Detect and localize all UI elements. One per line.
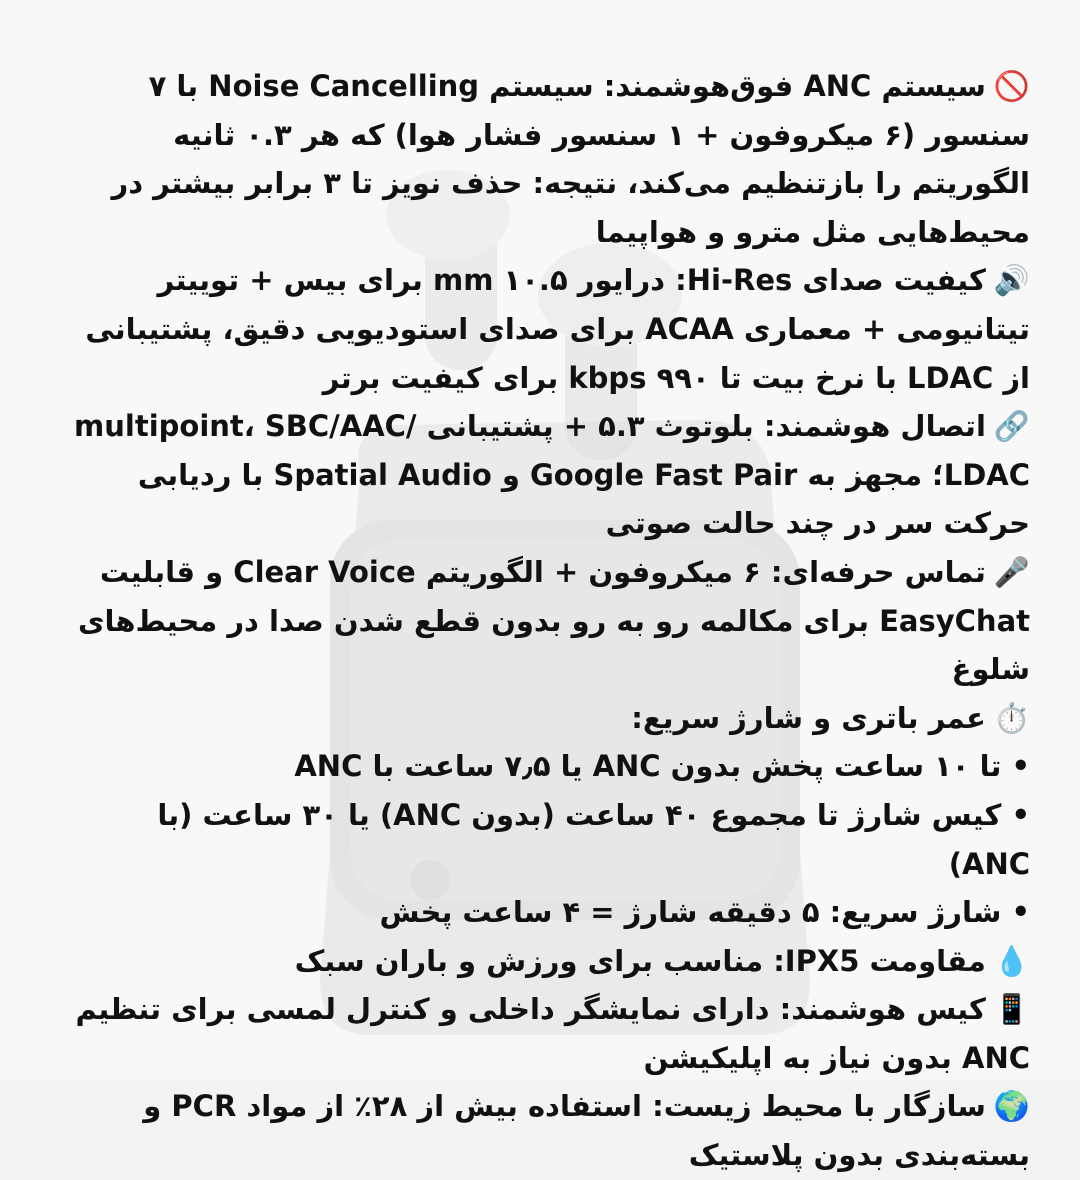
feature-title: کیفیت صدای Hi-Res: (675, 263, 986, 298)
feature-title: تماس حرفه‌ای: (770, 554, 986, 589)
feature-description: بلوتوث ۵.۳ + پشتیبانی multipoint، SBC/AAC/ LDAC؛ مجهز به Google Fast Pair و Spatial Audio با ردیابی حرکت سر در چند حالت صوتی (74, 409, 1030, 541)
feature-title: مقاومت IPX5: (773, 943, 986, 978)
stopwatch-icon: ⏱️ (993, 700, 1030, 735)
feature-item (70, 1082, 1030, 1179)
droplet-icon: 💧 (993, 943, 1030, 978)
feature-item (70, 985, 1030, 1082)
feature-list (70, 62, 1030, 1180)
feature-description: ۶ میکروفون + الگوریتم Clear Voice و قابلیت EasyChat برای مکالمه رو به رو بدون قطع شدن صدا در محیط‌های شلوغ (77, 554, 1030, 687)
feature-description: درایور ۱۰.۵ mm برای بیس + توییتر تیتانیومی + معماری ACAA برای صدای استودیویی دقیق، پشتیبانی از LDAC با نرخ بیت تا ۹۹۰ kbps برای کیفیت برتر (85, 263, 1030, 395)
prohibited-icon: 🚫 (993, 69, 1030, 103)
feature-title: سازگار با محیط زیست: (652, 1089, 986, 1124)
link-icon: 🔗 (993, 409, 1030, 444)
feature-description: مناسب برای ورزش و باران سبک (294, 943, 764, 978)
feature-item (70, 937, 1030, 986)
feature-title: عمر باتری و شارژ سریع: (631, 700, 986, 735)
mobile-phone-icon: 📱 (993, 992, 1030, 1027)
feature-item (70, 256, 1030, 402)
feature-description: سیستم Noise Cancelling با ۷ سنسور (۶ میکروفون + ۱ سنسور فشار هوا) که هر ۰.۳ ثانیه الگوریتم را بازتنظیم می‌کند، نتیجه: حذف نویز تا ۳ برابر بیشتر در محیط‌هایی مثل مترو و هواپیما (111, 69, 1030, 249)
feature-item (70, 62, 1030, 256)
battery-bullet: • تا ۱۰ ساعت پخش بدون ANC یا ۷٫۵ ساعت با ANC (294, 749, 1030, 784)
feature-description: استفاده بیش از ۲۸٪ از مواد PCR و بسته‌بندی بدون پلاستیک (143, 1089, 1030, 1173)
feature-title: کیس هوشمند: (779, 992, 986, 1027)
feature-item (70, 402, 1030, 548)
feature-title: اتصال هوشمند: (763, 409, 986, 444)
speaker-icon: 🔊 (993, 263, 1030, 298)
feature-item (70, 548, 1030, 694)
battery-bullet: • کیس شارژ تا مجموع ۴۰ ساعت (بدون ANC) یا ۳۰ ساعت (با ANC) (157, 797, 1030, 881)
feature-title: سیستم ANC فوق‌هوشمند: (603, 69, 986, 103)
microphone-icon: 🎤 (993, 554, 1030, 589)
feature-description: دارای نمایشگر داخلی و کنترل لمسی برای تنظیم ANC بدون نیاز به اپلیکیشن (75, 992, 1030, 1075)
feature-item (70, 694, 1030, 743)
battery-bullet: • شارژ سریع: ۵ دقیقه شارژ = ۴ ساعت پخش (379, 895, 1030, 930)
globe-icon: 🌍 (993, 1089, 1030, 1124)
